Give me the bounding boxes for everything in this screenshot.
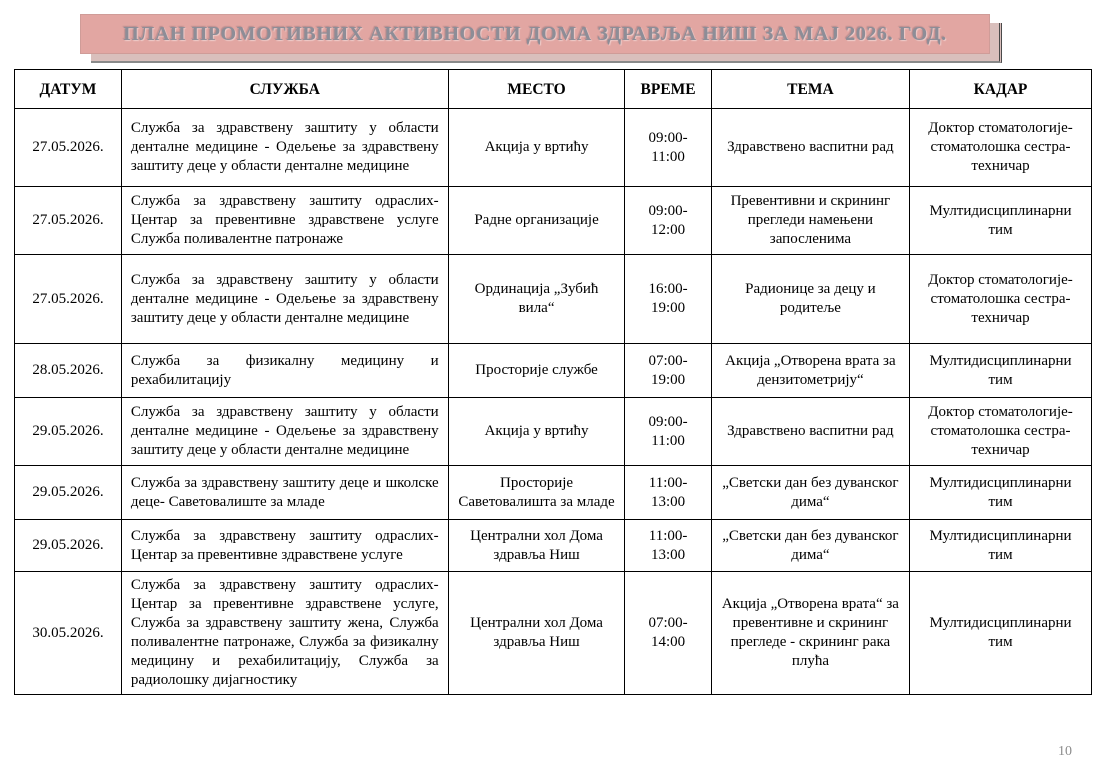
cell-vreme: 09:00-11:00: [625, 109, 711, 187]
cell-mesto: Акција у вртићу: [448, 109, 625, 187]
cell-datum: 28.05.2026.: [15, 344, 122, 398]
cell-sluzba: Служба за здравствену заштиту одраслих- Центар за превентивне здравствене услуге, Служба за здравствену заштиту жена, Служба поливалентне патронаже, Служба за физикалну медицину и рехабилитацију, Служба за радиолошку дијагностику: [121, 572, 448, 695]
cell-tema: „Светски дан без дуванског дима“: [711, 466, 909, 520]
cell-vreme: 16:00-19:00: [625, 255, 711, 344]
column-header-1: СЛУЖБА: [121, 70, 448, 109]
cell-mesto: Централни хол Дома здравља Ниш: [448, 572, 625, 695]
table-row: [15, 572, 1092, 695]
cell-tema: Акција „Отворена врата“ за превентивне и скрининг прегледе - скрининг рака плућа: [711, 572, 909, 695]
cell-sluzba: Служба за здравствену заштиту деце и школске деце- Саветовалиште за младе: [121, 466, 448, 520]
table-row: [15, 187, 1092, 255]
cell-vreme: 09:00-12:00: [625, 187, 711, 255]
cell-datum: 30.05.2026.: [15, 572, 122, 695]
activities-table: [14, 69, 1092, 695]
column-header-0: ДАТУМ: [15, 70, 122, 109]
cell-kadar: Мултидисциплинарни тим: [910, 572, 1092, 695]
document-page: [0, 14, 1104, 773]
cell-kadar: Мултидисциплинарни тим: [910, 344, 1092, 398]
column-header-2: МЕСТО: [448, 70, 625, 109]
page-number: 10: [1058, 744, 1072, 759]
table-row: [15, 398, 1092, 466]
cell-sluzba: Служба за здравствену заштиту у области денталне медицине - Одељење за здравствену заштиту деце у области денталне медицине: [121, 398, 448, 466]
cell-sluzba: Служба за здравствену заштиту одраслих- Центар за превентивне здравствене услуге: [121, 520, 448, 572]
cell-kadar: Доктор стоматологије- стоматолошка сестра- техничар: [910, 398, 1092, 466]
cell-sluzba: Служба за физикалну медицину и рехабилитацију: [121, 344, 448, 398]
cell-kadar: Мултидисциплинарни тим: [910, 187, 1092, 255]
cell-mesto: Централни хол Дома здравља Ниш: [448, 520, 625, 572]
cell-datum: 27.05.2026.: [15, 255, 122, 344]
page-title: ПЛАН ПРОМОТИВНИХ АКТИВНОСТИ ДОМА ЗДРАВЉА НИШ ЗА МАЈ 2026. ГОД.: [123, 22, 947, 45]
cell-mesto: Просторије Саветовалишта за младе: [448, 466, 625, 520]
title-banner: [80, 14, 990, 54]
cell-datum: 27.05.2026.: [15, 187, 122, 255]
table-row: [15, 344, 1092, 398]
cell-vreme: 07:00-14:00: [625, 572, 711, 695]
cell-sluzba: Служба за здравствену заштиту у области денталне медицине - Одељење за здравствену заштиту деце у области денталне медицине: [121, 109, 448, 187]
table-row: [15, 466, 1092, 520]
table-body: [15, 109, 1092, 695]
cell-tema: „Светски дан без дуванског дима“: [711, 520, 909, 572]
cell-tema: Здравствено васпитни рад: [711, 398, 909, 466]
cell-datum: 29.05.2026.: [15, 520, 122, 572]
column-header-5: КАДАР: [910, 70, 1092, 109]
cell-kadar: Мултидисциплинарни тим: [910, 466, 1092, 520]
title-banner-wrap: [80, 14, 988, 52]
cell-vreme: 09:00-11:00: [625, 398, 711, 466]
header-row: [15, 70, 1092, 109]
cell-datum: 29.05.2026.: [15, 398, 122, 466]
cell-sluzba: Служба за здравствену заштиту одраслих- Центар за превентивне здравствене услуге Служба поливалентне патронаже: [121, 187, 448, 255]
cell-kadar: Мултидисциплинарни тим: [910, 520, 1092, 572]
cell-vreme: 11:00-13:00: [625, 466, 711, 520]
cell-tema: Радионице за децу и родитеље: [711, 255, 909, 344]
table-row: [15, 255, 1092, 344]
cell-tema: Здравствено васпитни рад: [711, 109, 909, 187]
table-header: [15, 70, 1092, 109]
cell-sluzba: Служба за здравствену заштиту у области денталне медицине - Одељење за здравствену заштиту деце у области денталне медицине: [121, 255, 448, 344]
cell-tema: Акција „Отворена врата за дензитометрију“: [711, 344, 909, 398]
cell-vreme: 07:00-19:00: [625, 344, 711, 398]
cell-datum: 27.05.2026.: [15, 109, 122, 187]
cell-datum: 29.05.2026.: [15, 466, 122, 520]
cell-mesto: Просторије службе: [448, 344, 625, 398]
cell-tema: Превентивни и скрининг прегледи намењени запосленима: [711, 187, 909, 255]
cell-mesto: Акција у вртићу: [448, 398, 625, 466]
column-header-4: ТЕМА: [711, 70, 909, 109]
cell-kadar: Доктор стоматологије- стоматолошка сестра- техничар: [910, 255, 1092, 344]
table-row: [15, 520, 1092, 572]
cell-kadar: Доктор стоматологије- стоматолошка сестра- техничар: [910, 109, 1092, 187]
table-row: [15, 109, 1092, 187]
cell-mesto: Ординација „Зубић вила“: [448, 255, 625, 344]
cell-mesto: Радне организације: [448, 187, 625, 255]
column-header-3: ВРЕМЕ: [625, 70, 711, 109]
cell-vreme: 11:00-13:00: [625, 520, 711, 572]
